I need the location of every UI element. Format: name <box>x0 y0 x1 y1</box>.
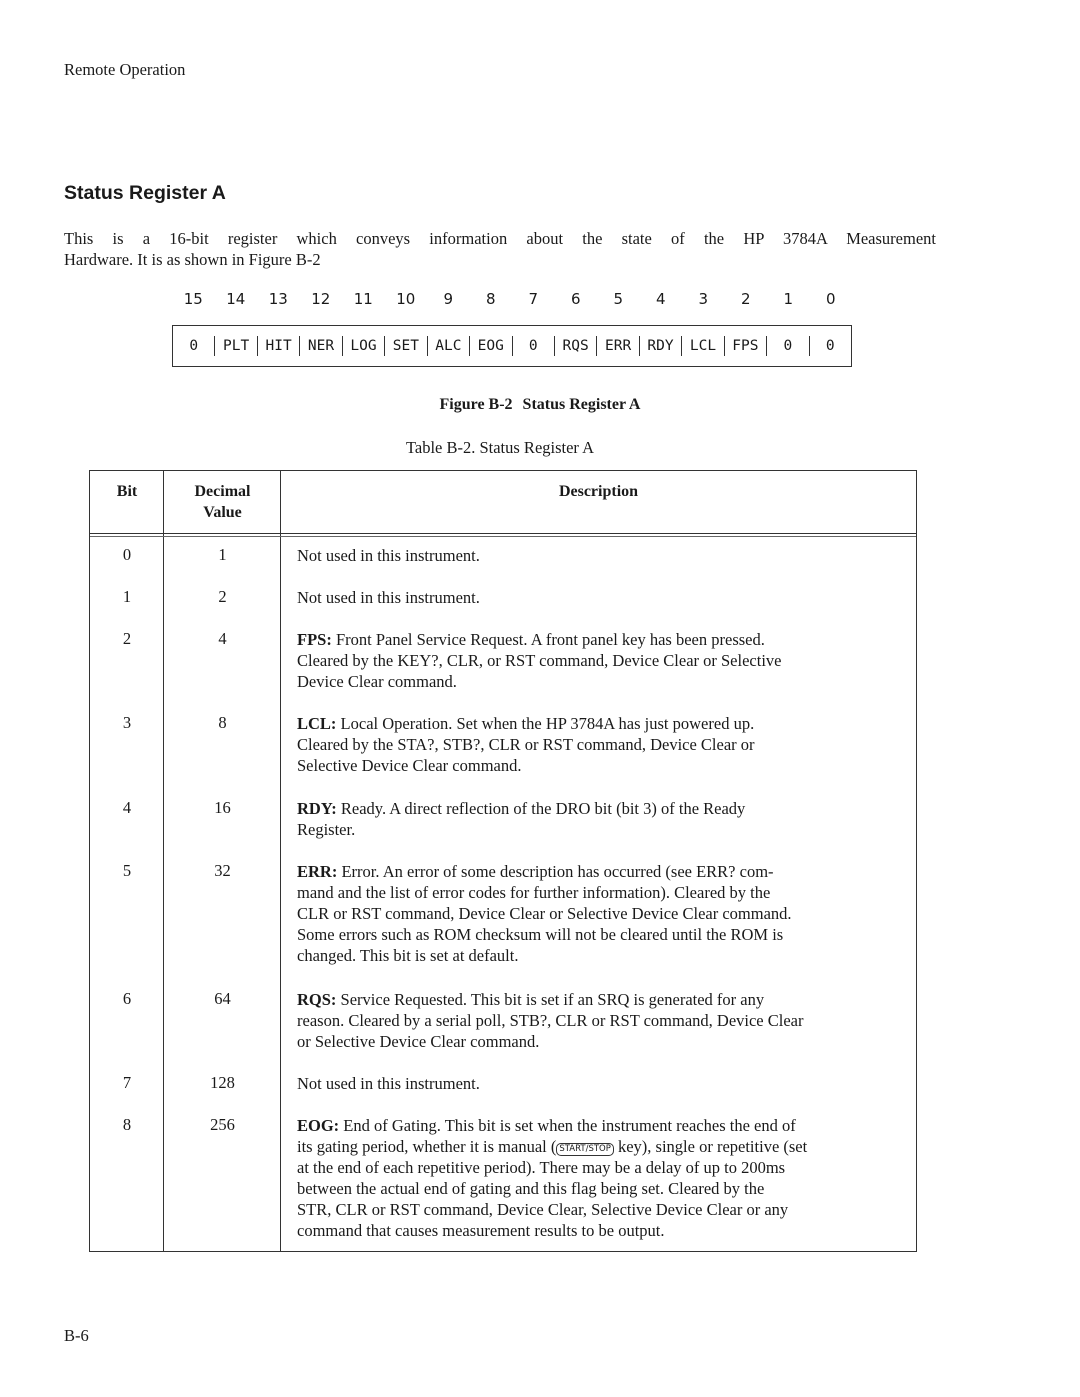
register-cell: ERR <box>596 336 638 356</box>
line-text: Ready. A direct reflection of the DRO bit (bit 3) of the Ready <box>340 799 746 818</box>
description-line <box>297 650 912 671</box>
description-line <box>297 1115 912 1136</box>
flag-code: FPS: <box>297 630 332 649</box>
description-cell <box>297 989 912 1052</box>
bit-cell: 6 <box>122 989 132 1008</box>
flag-code: ERR: <box>297 862 338 881</box>
bit-number: 8 <box>485 290 496 308</box>
line-text: Service Requested. This bit is set if an SRQ is generated for any <box>340 990 765 1009</box>
register-cell: 0 <box>809 336 851 356</box>
description-cell <box>297 545 912 566</box>
intro-line: This is a 16-bit register which conveys information about the state of the HP 3784A Measurement <box>64 229 936 248</box>
bit-number-row <box>172 290 852 308</box>
line-text: Device Clear command. <box>297 672 457 691</box>
decimal-cell: 2 <box>218 587 227 606</box>
description-cell <box>297 1115 912 1241</box>
register-cell: RDY <box>639 336 681 356</box>
description-line <box>297 734 912 755</box>
line-text: reason. Cleared by a serial poll, STB?, CLR or RST command, Device Clear <box>297 1011 804 1030</box>
line-text: Some errors such as ROM checksum will not be cleared until the ROM is <box>297 925 784 944</box>
table-caption: Table B-2. Status Register A <box>405 438 595 457</box>
description-line <box>297 798 912 819</box>
description-line <box>297 1220 912 1241</box>
register-cell: HIT <box>257 336 299 356</box>
description-line <box>297 1010 912 1031</box>
description-cell <box>297 629 912 692</box>
line-text: Not used in this instrument. <box>297 1074 480 1093</box>
line-text: Register. <box>297 820 356 839</box>
header-description: Description <box>558 483 639 500</box>
line-text: key), single or repetitive (set <box>613 1137 808 1156</box>
line-text: Not used in this instrument. <box>297 588 480 607</box>
bit-number: 7 <box>528 290 539 308</box>
description-line <box>297 1073 912 1094</box>
flag-code: EOG: <box>297 1116 340 1135</box>
flag-code: RQS: <box>297 990 337 1009</box>
bit-number: 13 <box>268 290 288 308</box>
description-line <box>297 587 912 608</box>
line-text: Not used in this instrument. <box>297 546 480 565</box>
description-line <box>297 1157 912 1178</box>
bit-cell: 8 <box>122 1115 132 1134</box>
decimal-cell: 256 <box>210 1115 235 1134</box>
decimal-cell: 64 <box>214 989 231 1008</box>
bit-number: 4 <box>655 290 666 308</box>
description-line <box>297 1199 912 1220</box>
bit-number: 0 <box>825 290 836 308</box>
line-text: End of Gating. This bit is set when the instrument reaches the end of <box>343 1116 796 1135</box>
register-cell: NER <box>299 336 341 356</box>
register-cell: 0 <box>512 336 554 356</box>
bit-cell: 5 <box>122 861 132 880</box>
bit-number: 1 <box>783 290 794 308</box>
bit-cell: 7 <box>122 1073 132 1092</box>
decimal-cell: 8 <box>218 713 227 732</box>
register-cell: ALC <box>427 336 469 356</box>
register-cell: SET <box>384 336 426 356</box>
register-cell: RQS <box>554 336 596 356</box>
line-text: Cleared by the KEY?, CLR, or RST command, Device Clear or Selective <box>297 651 782 670</box>
running-header: Remote Operation <box>64 60 186 79</box>
bit-cell: 3 <box>122 713 132 732</box>
description-line <box>297 924 912 945</box>
bit-number: 6 <box>570 290 581 308</box>
description-cell <box>297 798 912 840</box>
register-cell: EOG <box>469 336 511 356</box>
description-line <box>297 1178 912 1199</box>
bit-number: 12 <box>311 290 331 308</box>
bit-cell: 1 <box>122 587 132 606</box>
bit-number: 9 <box>443 290 454 308</box>
description-cell <box>297 861 912 966</box>
bit-number: 10 <box>396 290 416 308</box>
description-cell <box>297 587 912 608</box>
bit-number: 2 <box>740 290 751 308</box>
description-cell <box>297 1073 912 1094</box>
register-diagram <box>172 325 852 367</box>
line-text: command that causes measurement results to be output. <box>297 1221 665 1240</box>
flag-code: RDY: <box>297 799 337 818</box>
intro-line: Hardware. It is as shown in Figure B-2 <box>64 250 321 269</box>
figure-number: Figure B-2 <box>439 396 513 413</box>
description-line <box>297 945 912 966</box>
bit-cell: 0 <box>122 545 132 564</box>
header-divider <box>90 533 916 534</box>
decimal-cell: 16 <box>214 798 231 817</box>
description-line <box>297 545 912 566</box>
flag-code: LCL: <box>297 714 337 733</box>
line-text: at the end of each repetitive period). There may be a delay of up to 200ms <box>297 1158 786 1177</box>
description-line <box>297 989 912 1010</box>
header-divider <box>90 536 916 537</box>
register-cell: FPS <box>724 336 766 356</box>
line-text: Selective Device Clear command. <box>297 756 522 775</box>
line-text: its gating period, whether it is manual ( <box>297 1137 557 1156</box>
description-line <box>297 1136 912 1157</box>
figure-title: Status Register A <box>522 396 641 413</box>
header-decimal-line: Decimal <box>194 483 251 500</box>
description-line <box>297 903 912 924</box>
line-text: STR, CLR or RST command, Device Clear, Selective Device Clear or any <box>297 1200 789 1219</box>
line-text: between the actual end of gating and this flag being set. Cleared by the <box>297 1179 765 1198</box>
description-line <box>297 1031 912 1052</box>
decimal-cell: 128 <box>210 1073 235 1092</box>
bit-cell: 4 <box>122 798 132 817</box>
description-line <box>297 671 912 692</box>
register-cell: LOG <box>342 336 384 356</box>
header-decimal-value <box>164 481 281 523</box>
description-line <box>297 713 912 734</box>
description-line <box>297 755 912 776</box>
line-text: or Selective Device Clear command. <box>297 1032 540 1051</box>
header-value-line: Value <box>203 504 242 521</box>
section-title: Status Register A <box>64 182 226 204</box>
line-text: CLR or RST command, Device Clear or Selective Device Clear command. <box>297 904 792 923</box>
bit-number: 11 <box>353 290 373 308</box>
description-line <box>297 882 912 903</box>
line-text: changed. This bit is set at default. <box>297 946 519 965</box>
description-line <box>297 861 912 882</box>
register-cell: PLT <box>214 336 256 356</box>
line-text: Error. An error of some description has occurred (see ERR? com- <box>341 862 774 881</box>
bit-number: 5 <box>613 290 624 308</box>
line-text: Local Operation. Set when the HP 3784A has just powered up. <box>340 714 755 733</box>
description-line <box>297 629 912 650</box>
page-number: B-6 <box>64 1326 89 1345</box>
line-text: Front Panel Service Request. A front panel key has been pressed. <box>335 630 765 649</box>
bit-number: 14 <box>226 290 246 308</box>
bit-cell: 2 <box>122 629 132 648</box>
description-cell <box>297 713 912 776</box>
register-cell: 0 <box>189 338 199 354</box>
bit-number: 15 <box>183 290 203 308</box>
header-bit: Bit <box>116 483 138 500</box>
figure-caption <box>0 396 1080 414</box>
decimal-cell: 4 <box>218 629 227 648</box>
register-cell: 0 <box>766 336 808 356</box>
decimal-cell: 32 <box>214 861 231 880</box>
decimal-cell: 1 <box>218 545 227 564</box>
status-register-table <box>89 470 917 1252</box>
intro-paragraph <box>64 228 936 270</box>
register-cell: LCL <box>681 336 723 356</box>
line-text: mand and the list of error codes for further information). Cleared by the <box>297 883 771 902</box>
bit-number: 3 <box>698 290 709 308</box>
line-text: Cleared by the STA?, STB?, CLR or RST command, Device Clear or <box>297 735 755 754</box>
description-line <box>297 819 912 840</box>
start-stop-key-icon: START/STOP <box>556 1143 614 1156</box>
